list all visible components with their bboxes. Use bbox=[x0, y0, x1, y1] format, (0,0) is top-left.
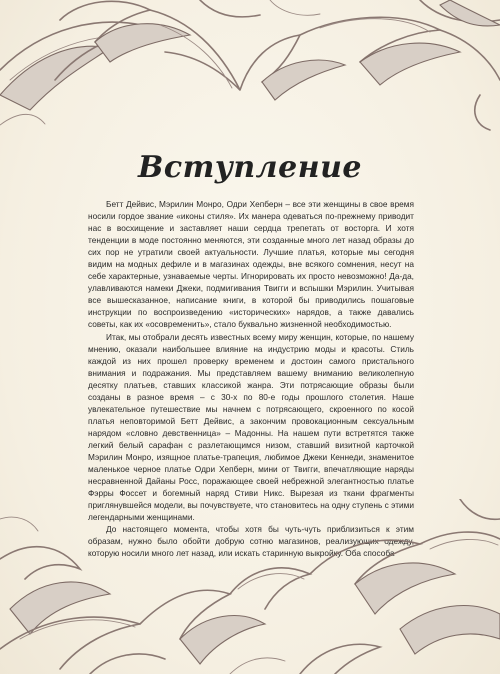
paragraph-3: До настоящего момента, чтобы хотя бы чуть-чуть приблизиться к этим образам, нужно было обойти добрую сотню магазинов, реализующих одежду, которую носили много лет назад, или искать старинную выкройку. Оба способа bbox=[88, 524, 414, 559]
paragraph-2: Итак, мы отобрали десять известных всему миру женщин, которые, по нашему мнению, оказали наибольшее влияние на индустрию моды и красоты. Стиль каждой из них прошел проверку временем и достоин самого пристального внимания и подражания. Мы представляем вашему вниманию великолепную десятку платьев, ставших классикой жанра. Эти потрясающие образы были созданы в разное время – с 30-х по 80-е годы прошлого столетия. Наше увлекательное путешествие мы начнем с потрясающего, скроенного по косой платья неповторимой Бетт Дейвис, а закончим провокационным сексуальным нарядом «словно девственница» – Мадонны. На нашем пути встретятся также легкий белый сарафан с разлетающимся низом, ставший визитной карточкой Мэрилин Монро, изящное платье-трапеция, любимое Джеки Кеннеди, знаменитое маленькое черное платье Одри Хепберн, мини от Твигги, впечатляющие наряды несравненной Дайаны Росс, поражающее своей небрежной элегантностью платье Фэрры Фоссет и богемный наряд Стиви Никс. Вырезая из ткани фрагменты приглянувшейся модели, вы почувствуете, что становитесь на одну ступень с этими легендарными женщинами. bbox=[88, 331, 414, 523]
bottom-scroll-ornament bbox=[0, 499, 500, 674]
chapter-title: Вступление bbox=[138, 150, 362, 185]
paragraph-1: Бетт Дейвис, Мэрилин Монро, Одри Хепберн – все эти женщины в свое время носили гордое звание «иконы стиля». Их манера одеваться по-прежнему приводит нас в восхищение и заставляет наши сердца трепетать от восторга. И хотя тенденции в моде постоянно меняются, эти созданные много лет назад образы до сих пор не утратили своей актуальности. Лучшие платья, которые мы сегодня видим на модных дефиле и в магазинах одежды, вне всякого сомнения, несут на себе характерные, узнаваемые черты. Игнорировать их просто невозможно! Да-да, улавливаются намеки Джеки, подмигивания Твигги и вспышки Мэрилин. Учитывая все вышесказанное, написание книги, в которой бы приводились пошаговые инструкции по воспроизведению «исторических» нарядов, а также давались советы, как их «осовременить», стало буквально жизненной необходимостью. bbox=[88, 199, 414, 330]
top-scroll-ornament bbox=[0, 0, 500, 150]
